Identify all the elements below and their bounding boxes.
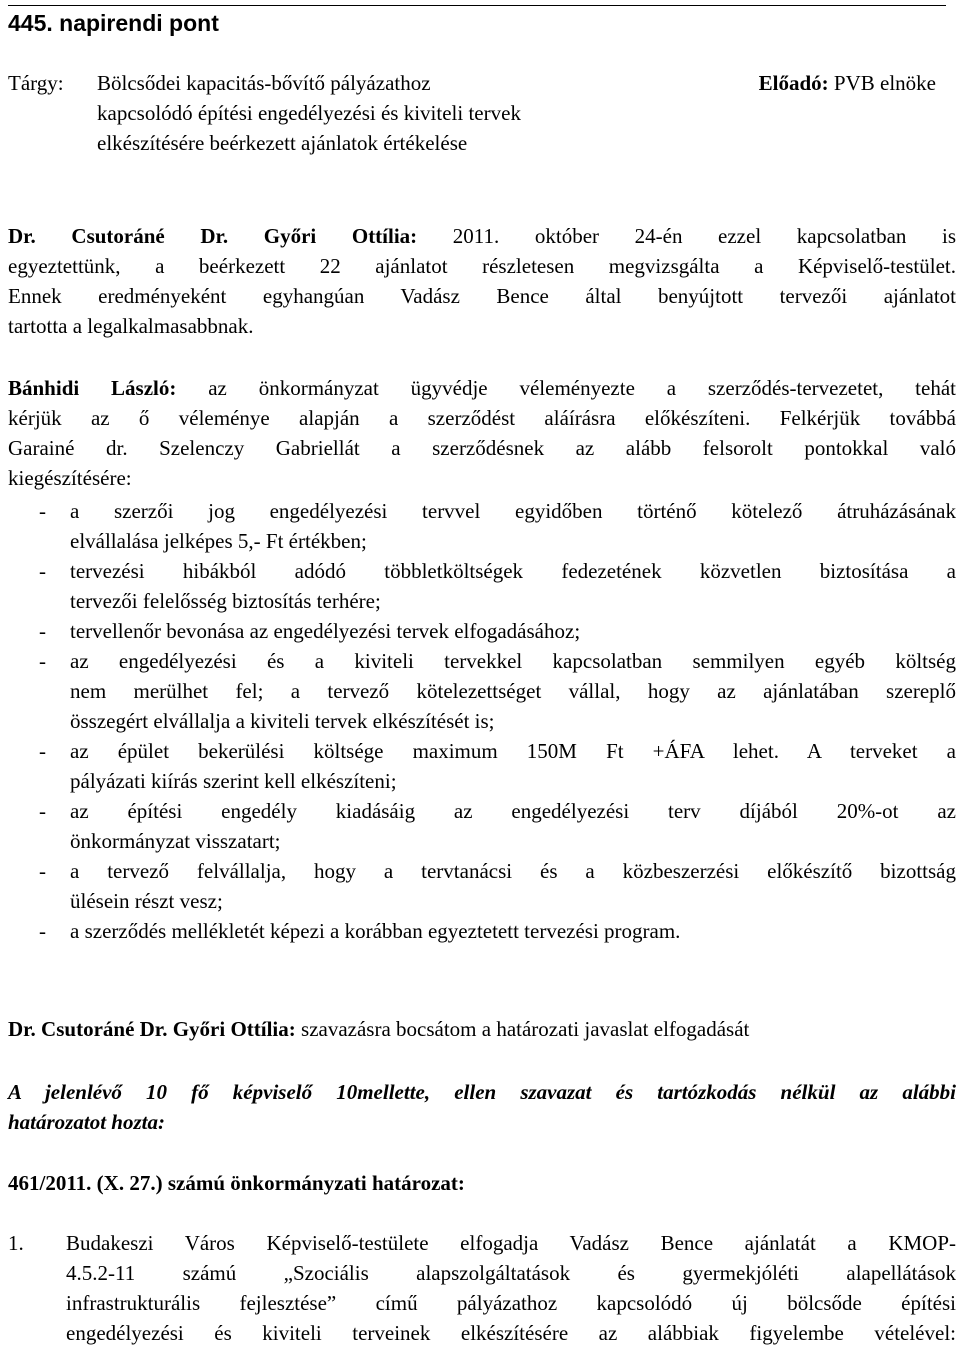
paragraph-3 (8, 1014, 749, 1044)
resolution-line-3: infrastrukturális fejlesztése” című pályázathoz kapcsolódó új bölcsőde építési (66, 1291, 956, 1315)
resolution-line-1: Budakeszi Város Képviselő-testülete elfogadja Vadász Bence ajánlatát a KMOP- (66, 1231, 956, 1255)
vote-line-1: A jelenlévő 10 fő képviselő 10mellette, ellen szavazat és tartózkodás nélkül az alábbi (8, 1080, 956, 1104)
list-item: - az építési engedély kiadásáig az engedélyezési terv díjából 20%-ot az önkormányzat visszatart; (39, 799, 956, 853)
vote-statement (8, 1077, 956, 1137)
list-item: - a szerzői jog engedélyezési tervvel egyidőben történő kötelező átruházásának elvállalása jelképes 5,- Ft értékben; (39, 499, 956, 553)
presenter-label: Előadó: (758, 71, 829, 95)
para2-line-1: az önkormányzat ügyvédje véleményezte a szerződés-tervezetet, tehát (208, 376, 956, 400)
speaker-3: Dr. Csutoráné Dr. Győri Ottília: (8, 1017, 296, 1041)
para1-line-3: Ennek eredményeként egyhangúan Vadász Bence által benyújtott tervezői ajánlatot (8, 284, 956, 308)
list-item: - tervezési hibákból adódó többletköltségek fedezetének közvetlen biztosítása a tervezői felelősség biztosítás terhére; (39, 559, 956, 613)
presenter-value: PVB elnöke (833, 71, 936, 95)
vote-line-2: határozatot hozta: (8, 1110, 165, 1134)
presenter (759, 68, 936, 98)
paragraph-1 (8, 221, 956, 341)
subject-line-3: elkészítésére beérkezett ajánlatok értékelése (97, 131, 468, 155)
para2-line-3: Garainé dr. Szelenczy Gabriellát a szerződésnek az alább felsorolt pontokkal való (8, 436, 956, 460)
para1-line-4: tartotta a legalkalmasabbnak. (8, 314, 254, 338)
list-item: - a tervező felvállalja, hogy a tervtanácsi és a közbeszerzési előkészítő bizottság ülésein részt vesz; (39, 859, 956, 913)
para1-line-1: 2011. október 24-én ezzel kapcsolatban is (452, 224, 957, 248)
top-rule (8, 5, 946, 6)
resolution-title: 461/2011. (X. 27.) számú önkormányzati határozat: (8, 1171, 465, 1195)
resolution-item (8, 1228, 956, 1348)
conditions-list (8, 496, 956, 946)
resolution-line-2: 4.5.2-11 számú „Szociális alapszolgáltatások és gyermekjóléti alapellátások (66, 1261, 956, 1285)
subject-line-2: kapcsolódó építési engedélyezési és kiviteli tervek (97, 101, 521, 125)
para2-line-4: kiegészítésére: (8, 466, 132, 490)
resolution-number: 1. (8, 1231, 24, 1255)
list-item: - az engedélyezési és a kiviteli tervekkel kapcsolatban semmilyen egyéb költség nem merülhet fel; a tervező kötelezettséget vállal, hogy az ajánlatában szereplő összegért elvállalja a kiviteli tervek elkészítését is; (39, 649, 956, 733)
para3-text: szavazásra bocsátom a határozati javaslat elfogadását (301, 1017, 750, 1041)
list-item: - az épület bekerülési költsége maximum 150M Ft +ÁFA lehet. A terveket a pályázati kiírás szerint kell elkészíteni; (39, 739, 956, 793)
resolution-line-4: engedélyezési és kiviteli terveinek elkészítésére az alábbiak figyelembe vételével: (66, 1321, 956, 1345)
para1-line-2: egyeztettünk, a beérkezett 22 ajánlatot részletesen megvizsgálta a Képviselő-testület. (8, 254, 956, 278)
speaker-2: Bánhidi László: (8, 376, 177, 400)
agenda-heading: 445. napirendi pont (8, 10, 219, 36)
list-item: - tervellenőr bevonása az engedélyezési tervek elfogadásához; (39, 619, 581, 643)
subject-line-1: Bölcsődei kapacitás-bővítő pályázathoz (97, 71, 431, 95)
para2-line-2: kérjük az ő véleménye alapján a szerződést aláírásra előkészíteni. Felkérjük továbbá (8, 406, 956, 430)
paragraph-2 (8, 373, 956, 493)
subject-label: Tárgy: (8, 71, 64, 95)
speaker-1: Dr. Csutoráné Dr. Győri Ottília: (8, 224, 418, 248)
list-item: - a szerződés mellékletét képezi a korábban egyeztetett tervezési program. (39, 919, 681, 943)
